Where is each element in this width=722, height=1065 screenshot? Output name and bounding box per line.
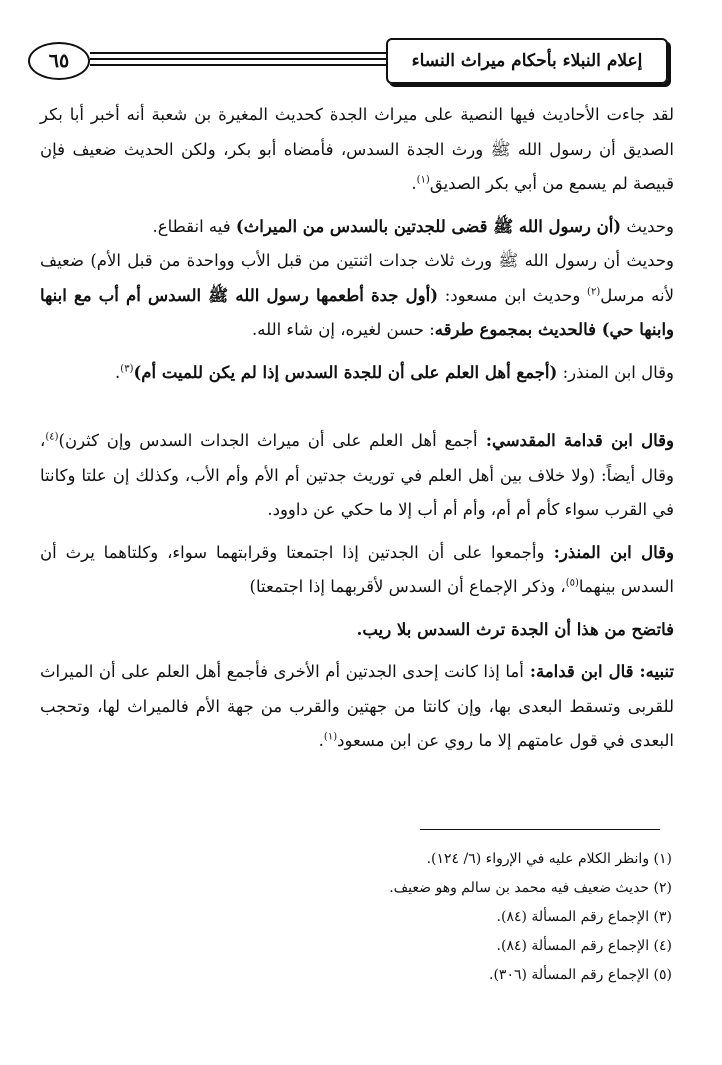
footnote-ref: (٢): [587, 286, 601, 297]
paragraph: [40, 655, 674, 759]
page-number: ٦٥: [28, 42, 90, 80]
paragraph-text: .: [115, 362, 121, 382]
paragraph: [40, 613, 674, 648]
scholar-quote: (أجمع أهل العلم على أن للجدة السدس إذا لم يكن للميت أم): [133, 362, 558, 382]
book-title: إعلام النبلاء بأحكام ميراث النساء: [386, 38, 668, 84]
hadith-quote: (أن رسول الله ﷺ قضى للجدتين بالسدس من الميراث): [235, 216, 622, 236]
footnotes: [172, 845, 672, 990]
footnote-separator: [420, 829, 660, 830]
footnote: (٣) الإجماع رقم المسألة (٨٤).: [496, 909, 672, 925]
scholar-name: وقال ابن قدامة المقدسي:: [477, 431, 674, 450]
paragraph: [40, 98, 674, 202]
footnote-ref: (١): [416, 174, 430, 186]
note-label: تنبيه: قال ابن قدامة:: [523, 662, 674, 681]
paragraph-text: .: [318, 731, 324, 750]
header-rule: [90, 52, 386, 54]
paragraph-text: وحديث أن رسول الله ﷺ ورث ثلاث جدات اثنتين من قبل الأب وواحدة من قبل الأم) ضعيف لأنه مرسل: [40, 251, 675, 305]
paragraph-text: .: [411, 174, 417, 193]
paragraph: [40, 536, 674, 605]
footnote: (٥) الإجماع رقم المسألة (٣٠٦).: [489, 967, 672, 983]
footnote: (٤) الإجماع رقم المسألة (٨٤).: [496, 938, 672, 954]
conclusion-text: فاتضح من هذا أن الجدة ترث السدس بلا ريب.: [356, 619, 674, 639]
scholar-name: وقال ابن المنذر:: [544, 542, 674, 562]
header-rule: [90, 58, 386, 60]
paragraph-text: ، وقال أيضاً: (ولا خلاف بين أهل العلم في توريث جدتين أم الأم وأم الأب، وكذلك إن علتا وكانتا في القرب سواء كأم أم أم، وأم أم أب إلا ما حكي عن داوود.: [40, 431, 674, 519]
paragraph-text: لقد جاءت الأحاديث فيها النصية على ميراث الجدة كحديث المغيرة بن شعبة أنه أخبر أبا بكر الصديق أن رسول الله ﷺ ورث الجدة السدس، فأمضاه أبو بكر، ولكن الحديث ضعيف فإن قبيصة لم يسمع من أبي بكر الصديق: [40, 105, 674, 193]
body-text: [40, 98, 674, 759]
paragraph-text: : حسن لغيره، إن شاء الله.: [252, 320, 435, 339]
paragraph-text: أما إذا كانت إحدى الجدتين أم الأخرى فأجمع أهل العلم على أن الميراث للقربى وتسقط البعدى بها، وإن كانتا من جهتين والقرب من جهة الأم فالميراث لها، وتحجب البعدى في قول عامتهم إلا ما روي عن ابن مسعود: [40, 662, 674, 750]
paragraph-text: فيه انقطاع.: [152, 216, 236, 236]
paragraph-text: وأجمعوا على أن الجدتين إذا اجتمعتا وقرابتهما سواء، وكلتاهما يرث أن السدس بينهما: [40, 542, 674, 596]
paragraph-text: أجمع أهل العلم على أن ميراث الجدات السدس وإن كثرن): [58, 431, 478, 450]
paragraph-text: ، وذكر الإجماع أن السدس لأقربهما إذا اجتمعتا): [249, 577, 566, 596]
hadith-quote: (أول جدة أطعمها رسول الله ﷺ السدس أم أب مع ابنها وابنها حي) فالحديث بمجموع طرقه: [40, 285, 674, 339]
header-rule: [90, 64, 386, 66]
footnote-ref: (٥): [565, 577, 579, 589]
footnote-ref: (٣): [120, 363, 134, 374]
footnote: (١) وانظر الكلام عليه في الإرواء (٦/ ١٢٤).: [426, 851, 672, 867]
paragraph: [40, 424, 674, 528]
paragraph: [40, 210, 674, 245]
paragraph: [40, 244, 674, 348]
paragraph: [40, 356, 674, 391]
paragraph-text: وقال ابن المنذر:: [557, 362, 674, 382]
footnote: (٢) حديث ضعيف فيه محمد بن سالم وهو ضعيف.: [389, 880, 672, 896]
paragraph-text: وحديث: [621, 216, 674, 236]
footnote-ref: (١): [323, 731, 338, 743]
footnote-ref: (٤): [45, 431, 59, 443]
page-header: [28, 38, 668, 86]
paragraph-text: وحديث ابن مسعود:: [438, 285, 588, 305]
